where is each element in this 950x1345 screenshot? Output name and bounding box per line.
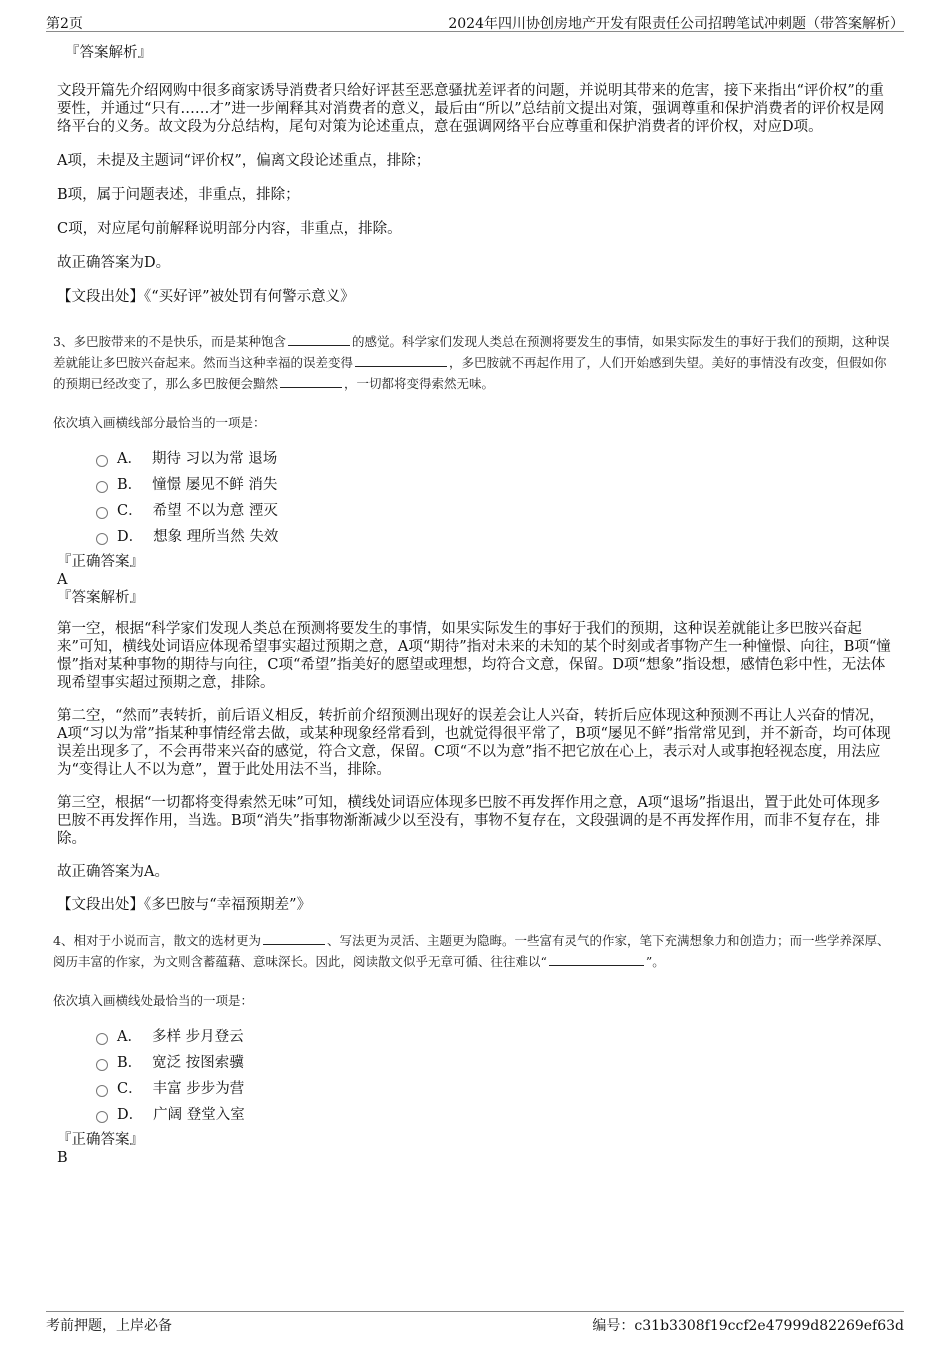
- source-citation: 【文段出处】《“买好评”被处罚有何警示意义》: [57, 289, 355, 305]
- radio-icon[interactable]: [96, 455, 108, 467]
- answer-conclusion: 故正确答案为D。: [57, 255, 171, 271]
- option-b[interactable]: B． 憧憬 屡见不鲜 消失: [96, 472, 893, 498]
- analysis-paragraph: 第一空，根据“科学家们发现人类总在预测将要发生的事情，如果实际发生的事好于我们的预期，这种误差就能让多巴胺兴奋起来”可知，横线处词语应体现希望事实超过预期之意，A项“期待”指对未来的未知的某个时刻或者事物产生一种憧憬、向往，B项“憧憬”指对某种事物的期待与向往，C项“希望”指美好的愿望或理想，均符合文意，保留。D项“想象”指设想，感情色彩中性，无法体现希望事实超过预期之意，排除。: [57, 621, 891, 691]
- radio-icon[interactable]: [96, 1111, 108, 1123]
- question-stem: 4、相对于小说而言，散文的选材更为 、写法更为灵活、主题更为隐晦。一些富有灵气的作家，笔下充满想象力和创造力；而一些学养深厚、阅历丰富的作家，为文则含蓄蕴藉、意味深长。因此，阅读散文似乎无章可循、往往难以“ ”。: [53, 933, 890, 969]
- radio-icon[interactable]: [96, 1059, 108, 1071]
- option-a[interactable]: A． 多样 步月登云: [96, 1024, 893, 1050]
- analysis-paragraph: A项，未提及主题词“评价权”，偏离文段论述重点，排除；: [57, 153, 431, 169]
- option-d[interactable]: D． 广阔 登堂入室: [96, 1102, 893, 1128]
- footer-slogan: 考前押题，上岸必备: [46, 1318, 172, 1334]
- option-b[interactable]: B． 宽泛 按图索骥: [96, 1050, 893, 1076]
- option-a[interactable]: A． 期待 习以为常 退场: [96, 446, 893, 472]
- option-c[interactable]: C． 丰富 步步为营: [96, 1076, 893, 1102]
- analysis-paragraph: 第三空，根据“一切都将变得索然无味”可知，横线处词语应体现多巴胺不再发挥作用之意，A项“退场”指退出，置于此处可体现多巴胺不再发挥作用，当选。B项“消失”指事物渐渐减少以至没有，事物不复存在，文段强调的是不再发挥作用，而非不复存在，排除。: [57, 795, 881, 847]
- fill-blank: [263, 932, 325, 945]
- analysis-label: 『答案解析』: [65, 45, 152, 61]
- source-citation: 【文段出处】《多巴胺与“幸福预期差”》: [57, 897, 312, 913]
- radio-icon[interactable]: [96, 481, 108, 493]
- fill-blank: [280, 375, 342, 388]
- page-footer: [46, 1311, 904, 1334]
- option-list: [96, 446, 893, 550]
- option-c[interactable]: C． 希望 不以为意 湮灭: [96, 498, 893, 524]
- document-id: 编号：c31b3308f19ccf2e47999d82269ef63d: [592, 1318, 904, 1334]
- question-prompt: 依次填入画横线部分最恰当的一项是：: [53, 415, 266, 430]
- option-d[interactable]: D． 想象 理所当然 失效: [96, 524, 893, 550]
- analysis-label: 『答案解析』: [57, 590, 144, 606]
- radio-icon[interactable]: [96, 507, 108, 519]
- page-content: [53, 44, 893, 1167]
- fill-blank: [355, 354, 447, 367]
- question-prompt: 依次填入画横线处最恰当的一项是：: [53, 993, 254, 1008]
- option-list: [96, 1024, 893, 1128]
- answer-conclusion: 故正确答案为A。: [57, 864, 169, 880]
- analysis-paragraph: B项，属于问题表述，非重点，排除；: [57, 187, 300, 203]
- page-number: 第2页: [46, 16, 83, 32]
- page-header: [46, 13, 904, 32]
- analysis-paragraph: C项，对应尾句前解释说明部分内容，非重点，排除。: [57, 221, 402, 237]
- document-title: 2024年四川协创房地产开发有限责任公司招聘笔试冲刺题（带答案解析）: [448, 16, 904, 32]
- correct-answer: B: [57, 1150, 68, 1166]
- correct-answer: A: [57, 572, 68, 588]
- analysis-paragraph: 第二空，“然而”表转折，前后语义相反，转折前介绍预测出现好的误差会让人兴奋，转折后应体现这种预测不再让人兴奋的情况，A项“习以为常”指某种事情经常去做，或某种现象经常看到，也就觉得很平常了，B项“屡见不鲜”指常常见到，并不新奇，均可体现误差出现多了，不会再带来兴奋的感觉，符合文意，保留。C项“不以为意”指不把它放在心上，表示对人或事抱轻视态度，用法应为“变得让人不以为意”，置于此处用法不当，排除。: [57, 708, 891, 778]
- radio-icon[interactable]: [96, 533, 108, 545]
- fill-blank: [288, 333, 350, 346]
- correct-answer-label: 『正确答案』: [57, 1132, 144, 1148]
- radio-icon[interactable]: [96, 1033, 108, 1045]
- question-stem: 3、多巴胺带来的不是快乐，而是某种饱含 的感觉。科学家们发现人类总在预测将要发生的事情，如果实际发生的事好于我们的预期，这种误差就能让多巴胺兴奋起来。然而当这种幸福的误差变得 ，多巴胺就不再起作用了，人们开始感到失望。美好的事情没有改变，但假如你的预期已经改变了，那么多巴胺便会黯然 ，一切都将变得索然无味。: [53, 334, 890, 391]
- radio-icon[interactable]: [96, 1085, 108, 1097]
- fill-blank: [549, 953, 644, 966]
- correct-answer-label: 『正确答案』: [57, 554, 144, 570]
- analysis-paragraph: 文段开篇先介绍网购中很多商家诱导消费者只给好评甚至恶意骚扰差评者的问题，并说明其带来的危害，接下来指出“评价权”的重要性，并通过“只有……才”进一步阐释其对消费者的意义，最后由“所以”总结前文提出对策，强调尊重和保护消费者的评价权是网络平台的义务。故文段为分总结构，尾句对策为论述重点，意在强调网络平台应尊重和保护消费者的评价权，对应D项。: [57, 83, 885, 135]
